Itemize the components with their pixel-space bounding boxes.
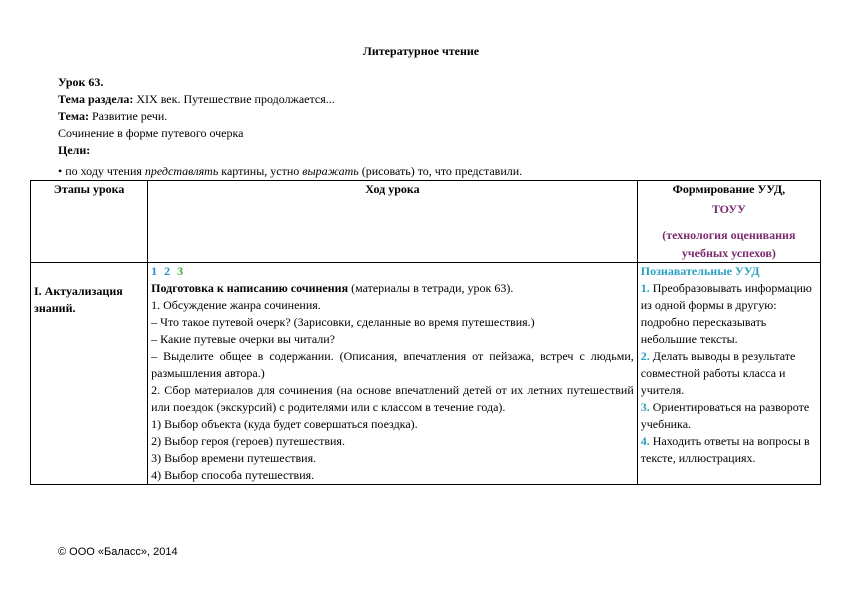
section-line bbox=[58, 91, 335, 108]
course-line: 2) Выбор героя (героев) путешествия. bbox=[151, 434, 345, 448]
course-heading bbox=[151, 280, 634, 297]
goals-label: Цели: bbox=[58, 143, 91, 157]
uud-item bbox=[641, 280, 817, 348]
uud-item bbox=[641, 433, 817, 467]
header-course: Ход урока bbox=[148, 181, 638, 263]
course-heading-bold: Подготовка к написанию сочинения bbox=[151, 281, 349, 295]
course-line: – Что такое путевой очерк? (Зарисовки, сделанные во время путешествия.) bbox=[151, 315, 535, 329]
topic-value: Развитие речи. bbox=[91, 109, 168, 123]
uud-item-number: 2. bbox=[640, 349, 650, 363]
goal-item bbox=[58, 164, 522, 179]
essay-line: Сочинение в форме путевого очерка bbox=[58, 126, 244, 140]
topic-line bbox=[58, 108, 335, 125]
header-stages: Этапы урока bbox=[31, 181, 148, 263]
lesson-header bbox=[58, 74, 335, 159]
course-line: 1) Выбор объекта (куда будет совершаться поездка). bbox=[151, 417, 418, 431]
course-line: 2. Сбор материалов для сочинения (на основе впечатлений детей от их летних путешествий или поездок (экскурсий) с родителями или с классом в течение года). bbox=[151, 383, 634, 414]
step-number-3: 3 bbox=[177, 264, 186, 278]
stage-cell: I. Актуализация знаний. bbox=[31, 263, 148, 485]
goal-emphasis-1: представлять bbox=[144, 164, 219, 178]
uud-item bbox=[641, 348, 817, 399]
section-label: Тема раздела: bbox=[58, 92, 134, 106]
course-line: 3) Выбор времени путешествия. bbox=[151, 451, 317, 465]
lesson-number: Урок 63. bbox=[58, 75, 104, 89]
uud-item-text: Находить ответы на вопросы в тексте, иллюстрациях. bbox=[640, 434, 810, 465]
header-uud-title: Формирование УУД, bbox=[672, 182, 786, 196]
section-value: XIX век. Путешествие продолжается... bbox=[136, 92, 335, 106]
goal-emphasis-2: выражать bbox=[302, 164, 359, 178]
copyright-footer: © ООО «Баласс», 2014 bbox=[58, 546, 178, 558]
uud-item-number: 1. bbox=[640, 281, 650, 295]
table-header-row bbox=[31, 181, 821, 263]
header-uud bbox=[637, 181, 820, 263]
step-numbers bbox=[151, 263, 634, 280]
uud-category: Познавательные УУД bbox=[640, 264, 760, 278]
uud-item-text: Делать выводы в результате совместной работы класса и учителя. bbox=[640, 349, 796, 397]
course-heading-rest: (материалы в тетради, урок 63). bbox=[348, 281, 514, 295]
step-number-2: 2 bbox=[164, 264, 173, 278]
uud-cell bbox=[637, 263, 820, 485]
uud-item bbox=[641, 399, 817, 433]
goal-text-2: картины, устно bbox=[218, 164, 303, 178]
page-title: Литературное чтение bbox=[362, 44, 480, 58]
goal-text-3: (рисовать) то, что представили. bbox=[358, 164, 523, 178]
course-line: – Какие путевые очерки вы читали? bbox=[151, 332, 335, 346]
uud-item-text: Преобразовывать информацию из одной формы в другую: подробно пересказывать небольшие тексты. bbox=[640, 281, 812, 346]
course-line: – Выделите общее в содержании. (Описания, впечатления от пейзажа, встреч с людьми, размышления автора.) bbox=[151, 349, 634, 380]
step-number-1: 1 bbox=[151, 264, 160, 278]
goal-text-1: по ходу чтения bbox=[62, 164, 145, 178]
header-touu: ТОУУ bbox=[711, 202, 746, 216]
uud-item-text: Ориентироваться на развороте учебника. bbox=[640, 400, 810, 431]
topic-label: Тема: bbox=[58, 109, 89, 123]
table-row bbox=[31, 263, 821, 485]
bullet-icon: • bbox=[58, 164, 63, 178]
lesson-table bbox=[30, 180, 821, 485]
header-tech: (технология оценивания учебных успехов) bbox=[662, 228, 796, 260]
uud-item-number: 4. bbox=[640, 434, 650, 448]
uud-item-number: 3. bbox=[640, 400, 650, 414]
course-cell bbox=[148, 263, 638, 485]
course-line: 4) Выбор способа путешествия. bbox=[151, 468, 315, 482]
course-line: 1. Обсуждение жанра сочинения. bbox=[151, 298, 321, 312]
